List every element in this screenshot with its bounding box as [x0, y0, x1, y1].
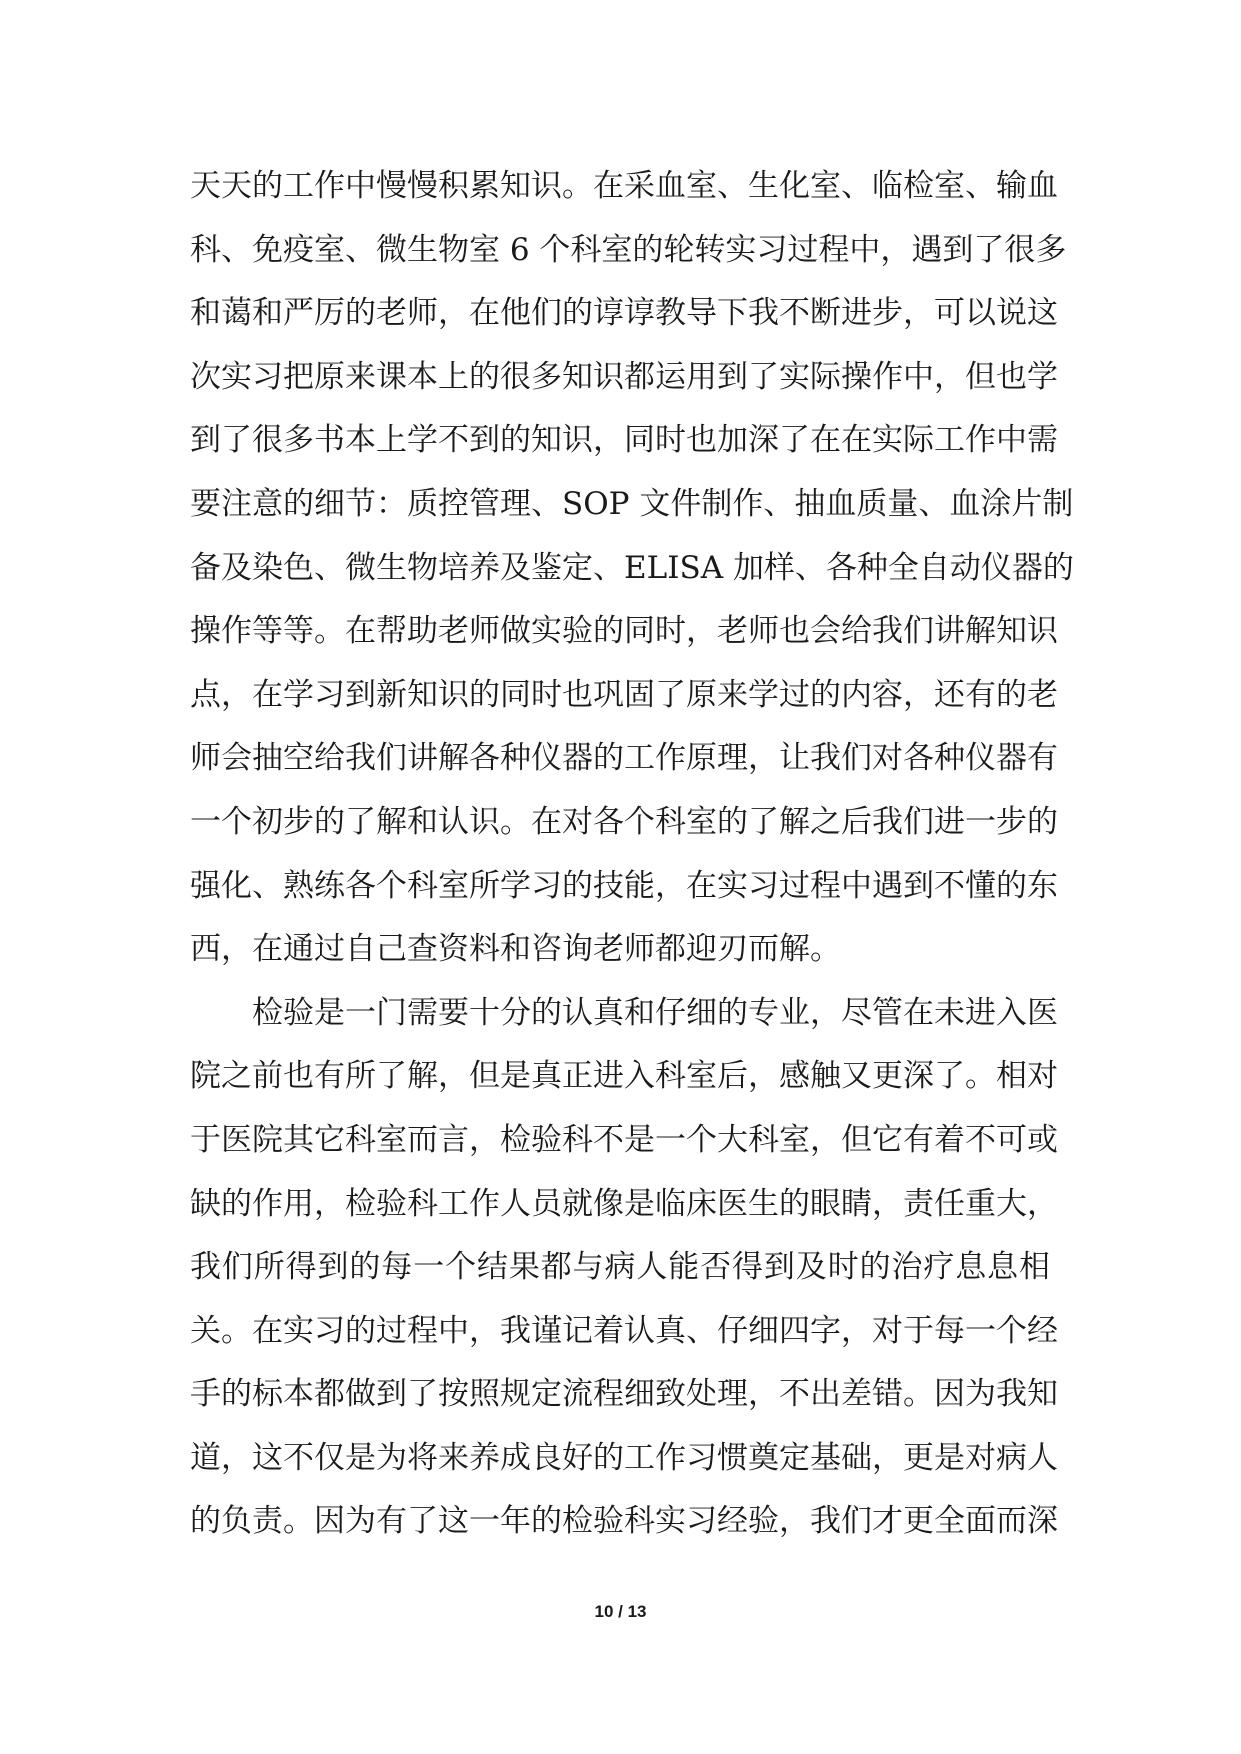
paragraph-2-line: 于医院其它科室而言，检验科不是一个大科室，但它有着不可或 [190, 1121, 1058, 1158]
paragraph-2-line: 检验是一门需要十分的认真和仔细的专业，尽管在未进入医 [252, 994, 1058, 1031]
paragraph-1-line: 点，在学习到新知识的同时也巩固了原来学过的内容，还有的老 [190, 676, 1058, 713]
paragraph-2-line: 我们所得到的每一个结果都与病人能否得到及时的治疗息息相 [190, 1249, 1050, 1286]
paragraph-2-line: 的负责。因为有了这一年的检验科实习经验，我们才更全面而深 [190, 1503, 1058, 1540]
paragraph-1-line: 次实习把原来课本上的很多知识都运用到了实际操作中，但也学 [190, 358, 1058, 395]
paragraph-1-line: 强化、熟练各个科室所学习的技能，在实习过程中遇到不懂的东 [190, 867, 1058, 904]
paragraph-1-line: 要注意的细节：质控管理、SOP 文件制作、抽血质量、血涂片制 [190, 485, 1074, 522]
paragraph-2-line: 院之前也有所了解，但是真正进入科室后，感触又更深了。相对 [190, 1058, 1058, 1095]
paragraph-1-line: 备及染色、微生物培养及鉴定、ELISA 加样、各种全自动仪器的 [190, 549, 1074, 586]
page-number: 10 / 13 [594, 1602, 647, 1621]
paragraph-1-line: 操作等等。在帮助老师做实验的同时，老师也会给我们讲解知识 [190, 613, 1058, 650]
paragraph-2-line: 道，这不仅是为将来养成良好的工作习惯奠定基础，更是对病人 [190, 1439, 1058, 1476]
paragraph-1-line: 和蔼和严厉的老师，在他们的谆谆教导下我不断进步，可以说这 [190, 295, 1058, 332]
paragraph-1-line: 天天的工作中慢慢积累知识。在采血室、生化室、临检室、输血 [190, 168, 1058, 204]
paragraph-2-line: 缺的作用，检验科工作人员就像是临床医生的眼睛，责任重大， [190, 1185, 1058, 1222]
body-text [190, 155, 1074, 1554]
paragraph-1-line: 科、免疫室、微生物室 6 个科室的轮转实习过程中，遇到了很多 [190, 231, 1067, 268]
paragraph-1-line: 到了很多书本上学不到的知识，同时也加深了在在实际工作中需 [190, 422, 1058, 459]
paragraph-1-line: 师会抽空给我们讲解各种仪器的工作原理，让我们对各种仪器有 [190, 740, 1058, 777]
paragraph-2-line: 关。在实习的过程中，我谨记着认真、仔细四字，对于每一个经 [190, 1312, 1058, 1349]
paragraph-1-line: 一个初步的了解和认识。在对各个科室的了解之后我们进一步的 [190, 803, 1058, 840]
paragraph-1-line: 西，在通过自己查资料和咨询老师都迎刃而解。 [190, 931, 841, 968]
paragraph-2-line: 手的标本都做到了按照规定流程细致处理，不出差错。因为我知 [190, 1376, 1058, 1413]
